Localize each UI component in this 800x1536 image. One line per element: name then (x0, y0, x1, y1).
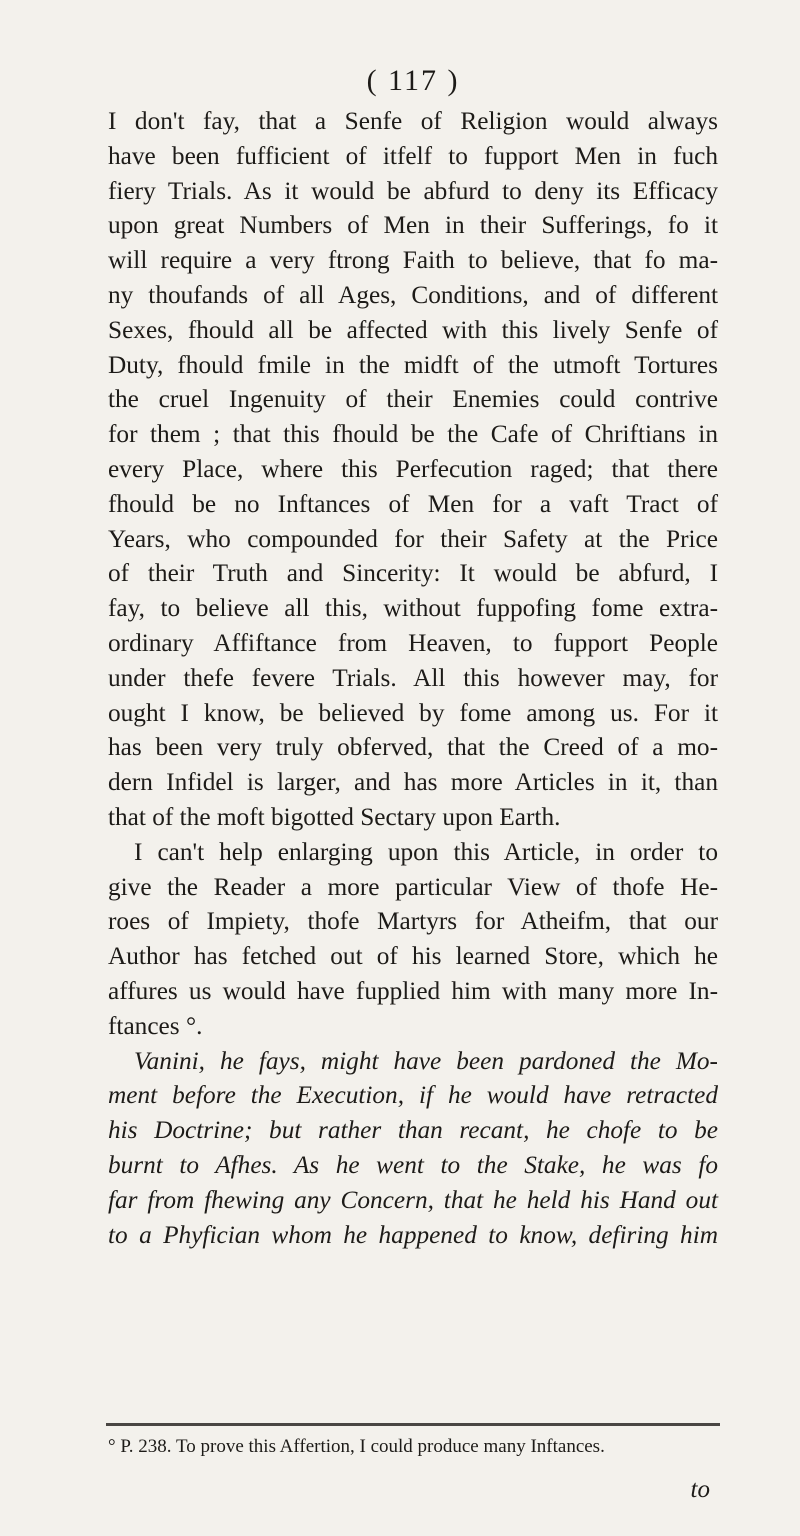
text-line: the cruel Ingenuity of their Enemies could contrive (108, 385, 718, 414)
page-number: ( 117 ) (366, 64, 460, 97)
text-line: have been fufficient of itfelf to fupport Men in fuch (108, 141, 718, 170)
text-line: I can't help enlarging upon this Article, in order to (134, 837, 718, 866)
text-line: ny thoufands of all Ages, Conditions, and of different (108, 280, 718, 309)
text-line: dern Infidel is larger, and has more Articles in it, than (108, 768, 718, 797)
text-line: for them ; that this fhould be the Cafe of Chriftians in (108, 420, 718, 449)
text-line: Sexes, fhould all be affected with this lively Senfe of (108, 315, 718, 344)
text-line: fiery Trials. As it would be abfurd to deny its Efficacy (108, 176, 718, 205)
text-line: his Doctrine; but rather than recant, he chofe to be (108, 1116, 718, 1145)
footnote: ° P. 238. To prove this Affertion, I could produce many Inftances. (108, 1436, 605, 1457)
text-line: burnt to Afhes. As he went to the Stake, he was fo (108, 1150, 718, 1179)
text-line: give the Reader a more particular View of thofe He- (108, 872, 718, 901)
text-line: ordinary Affiftance from Heaven, to fupport People (108, 628, 718, 657)
body-text (108, 104, 718, 1252)
text-line: will require a very ftrong Faith to believe, that fo ma- (108, 246, 718, 275)
catchword: to (690, 1476, 710, 1503)
text-line: every Place, where this Perfecution raged; that there (108, 454, 718, 483)
text-line: roes of Impiety, thofe Martyrs for Atheifm, that our (108, 907, 718, 936)
footnote-rule (106, 1423, 720, 1426)
text-line: has been very truly obferved, that the Creed of a mo- (108, 733, 718, 762)
text-line: that of the moft bigotted Sectary upon Earth. (108, 802, 561, 831)
text-line: upon great Numbers of Men in their Sufferings, fo it (108, 211, 718, 240)
text-line: Vanini, he fays, might have been pardoned the Mo- (134, 1046, 718, 1075)
text-line: fay, to believe all this, without fuppofing fome extra- (108, 594, 718, 623)
text-line: under thefe fevere Trials. All this however may, for (108, 663, 718, 692)
text-line: ment before the Execution, if he would have retracted (108, 1081, 718, 1110)
text-line: of their Truth and Sincerity: It would be abfurd, I (108, 559, 718, 588)
text-line: ought I know, be believed by fome among us. For it (108, 698, 718, 727)
text-line: Years, who compounded for their Safety at the Price (108, 524, 718, 553)
text-line: affures us would have fupplied him with many more In- (108, 976, 718, 1005)
text-line: ftances °. (108, 1011, 203, 1040)
text-line: to a Phyfician whom he happened to know, defiring him (108, 1220, 718, 1249)
text-line: fhould be no Inftances of Men for a vaft Tract of (108, 489, 718, 518)
text-line: Author has fetched out of his learned Store, which he (108, 942, 718, 971)
text-line: far from fhewing any Concern, that he held his Hand out (108, 1185, 718, 1214)
text-line: Duty, fhould fmile in the midft of the utmoft Tortures (108, 350, 718, 379)
text-line: I don't fay, that a Senfe of Religion would always (108, 107, 718, 135)
